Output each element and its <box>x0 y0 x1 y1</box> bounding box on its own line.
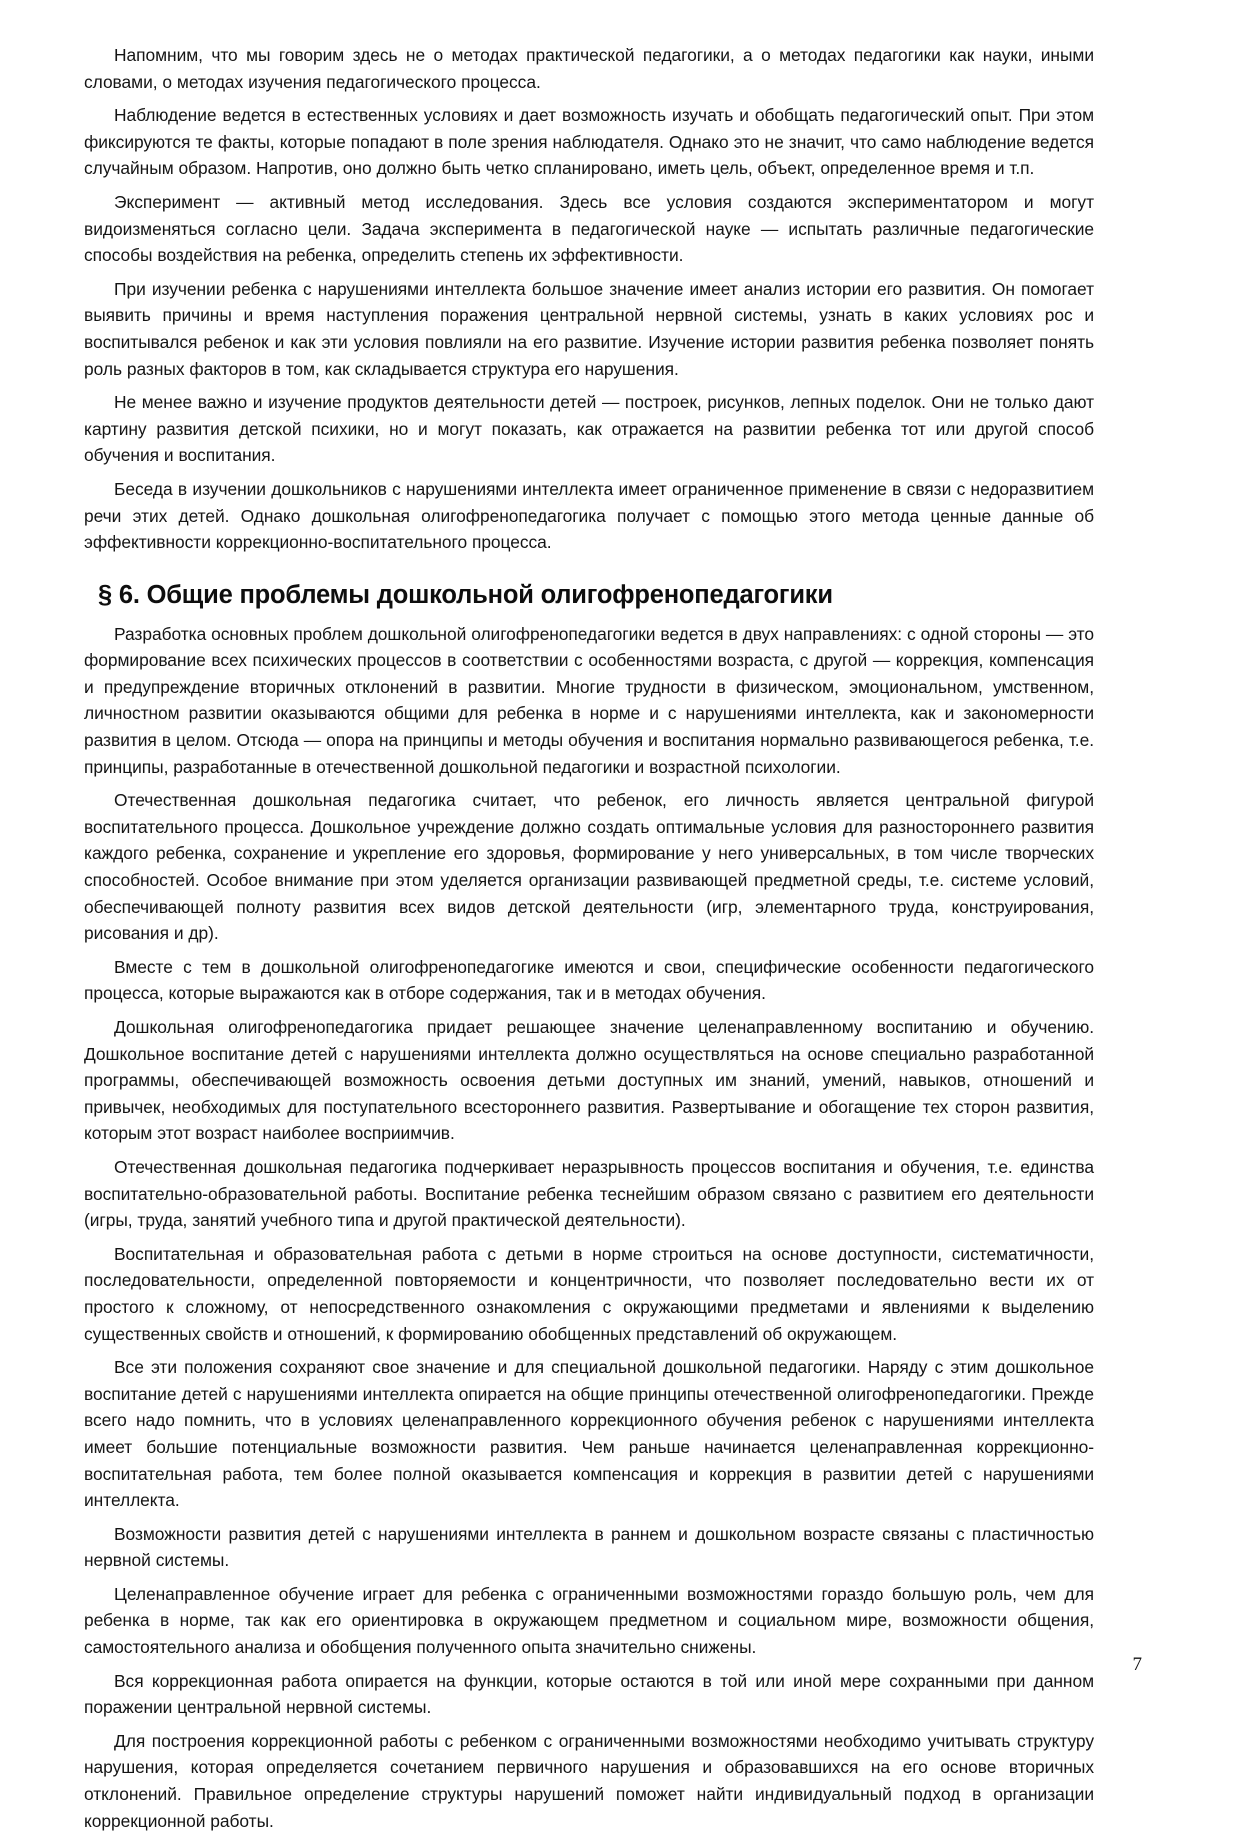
paragraph: Вместе с тем в дошкольной олигофренопедагогике имеются и свои, специфические особенности педагогического процесса, которые выражаются как в отборе содержания, так и в методах обучения. <box>84 956 1094 1004</box>
paragraph: Отечественная дошкольная педагогика считает, что ребенок, его личность является центральной фигурой воспитательного процесса. Дошкольное учреждение должно создать оптимальные условия для разностороннего развития каждого ребенка, сохранение и укрепление его здоровья, формирование у него универсальных, в том числе творческих способностей. Особое внимание при этом уделяется организации развивающей предметной среды, т.е. системе условий, обеспечивающей полноту развития всех видов детской деятельности (игр, элементарного труда, конструирования, рисования и др). <box>84 790 1094 944</box>
paragraph: Беседа в изучении дошкольников с нарушениями интеллекта имеет ограниченное применение в связи с недоразвитием речи этих детей. Однако дошкольная олигофренопедагогика получает с помощью этого метода ценные данные об эффективности коррекционно-воспитательного процесса. <box>84 478 1094 553</box>
page-number: 7 <box>1132 1654 1142 1675</box>
paragraph: Отечественная дошкольная педагогика подчеркивает неразрывность процессов воспитания и обучения, т.е. единства воспитательно-образовательной работы. Воспитание ребенка теснейшим образом связано с развитием его деятельности (игры, труда, занятий учебного типа и другой практической деятельности). <box>84 1156 1094 1231</box>
text-block-before-heading <box>84 42 1094 556</box>
paragraph: Эксперимент — активный метод исследования. Здесь все условия создаются экспериментатором и могут видоизменяться согласно цели. Задача эксперимента в педагогической науке — испытать различные педагогические способы воздействия на ребенка, определить степень их эффективности. <box>84 191 1094 266</box>
paragraph: Разработка основных проблем дошкольной олигофренопедагогики ведется в двух направлениях: с одной стороны — это формирование всех психических процессов в соответствии с особенностями возраста, с другой — коррекция, компенсация и предупреждение вторичных отклонений в развитии. Многие трудности в физическом, эмоциональном, умственном, личностном развитии оказываются общими для ребенка в норме и с нарушениями интеллекта, как и закономерности развития в целом. Отсюда — опора на принципы и методы обучения и воспитания нормально развивающегося ребенка, т.е. принципы, разработанные в отечественной дошкольной педагогики и возрастной психологии. <box>84 623 1094 777</box>
paragraph: При изучении ребенка с нарушениями интеллекта большое значение имеет анализ истории его развития. Он помогает выявить причины и время наступления поражения центральной нервной системы, узнать в каких условиях рос и воспитывался ребенок и как эти условия повлияли на его развитие. Изучение истории развития ребенка позволяет понять роль разных факторов в том, как складывается структура его нарушения. <box>84 278 1094 379</box>
paragraph: Для построения коррекционной работы с ребенком с ограниченными возможностями необходимо учитывать структуру нарушения, которая определяется сочетанием первичного нарушения и образовавшихся на его основе вторичных отклонений. Правильное определение структуры нарушений поможет найти индивидуальный подход в организации коррекционной работы. <box>84 1730 1094 1831</box>
page-content <box>84 42 1094 1834</box>
paragraph: Не менее важно и изучение продуктов деятельности детей — построек, рисунков, лепных поделок. Они не только дают картину развития детской психики, но и могут показать, как отражается на развитии ребенка тот или другой способ обучения и воспитания. <box>84 392 1094 466</box>
paragraph: Возможности развития детей с нарушениями интеллекта в раннем и дошкольном возрасте связаны с пластичностью нервной системы. <box>84 1523 1094 1571</box>
section-heading: § 6. Общие проблемы дошкольной олигофренопедагогики <box>98 580 833 609</box>
paragraph: Напомним, что мы говорим здесь не о методах практической педагогики, а о методах педагогики как науки, иными словами, о методах изучения педагогического процесса. <box>84 45 1094 92</box>
paragraph: Дошкольная олигофренопедагогика придает решающее значение целенаправленному воспитанию и обучению. Дошкольное воспитание детей с нарушениями интеллекта должно осуществляться на основе специально разработанной программы, обеспечивающей возможность освоения детьми доступных им знаний, умений, навыков, отношений и привычек, необходимых для поступательного всестороннего развития. Развертывание и обогащение тех сторон развития, которым этот возраст наиболее восприимчив. <box>84 1017 1094 1144</box>
paragraph: Наблюдение ведется в естественных условиях и дает возможность изучать и обобщать педагогический опыт. При этом фиксируются те факты, которые попадают в поле зрения наблюдателя. Однако это не значит, что само наблюдение ведется случайным образом. Напротив, оно должно быть четко спланировано, иметь цель, объект, определенное время и т.п. <box>84 105 1094 179</box>
paragraph: Все эти положения сохраняют свое значение и для специальной дошкольной педагогики. Наряду с этим дошкольное воспитание детей с нарушениями интеллекта опирается на общие принципы отечественной олигофренопедагогики. Прежде всего надо помнить, что в условиях целенаправленного коррекционного обучения ребенок с нарушениями интеллекта имеет большие потенциальные возможности развития. Чем раньше начинается целенаправленная коррекционно-воспитательная работа, тем более полной оказывается компенсация и коррекция в развитии детей с нарушениями интеллекта. <box>84 1357 1094 1511</box>
paragraph: Вся коррекционная работа опирается на функции, которые остаются в той или иной мере сохранными при данном поражении центральной нервной системы. <box>84 1670 1094 1718</box>
paragraph: Целенаправленное обучение играет для ребенка с ограниченными возможностями гораздо большую роль, чем для ребенка в норме, так как его ориентировка в окружающем предметном и социальном мире, возможности общения, самостоятельного анализа и обобщения полученного опыта значительно снижены. <box>84 1583 1094 1658</box>
paragraph: Воспитательная и образовательная работа с детьми в норме строиться на основе доступности, систематичности, последовательности, определенной повторяемости и концентричности, что позволяет последовательно вести их от простого к сложному, от непосредственного ознакомления с окружающими предметами и явлениями к выделению существенных свойств и отношений, к формированию обобщенных представлений об окружающем. <box>84 1243 1094 1344</box>
text-block-after-heading <box>84 621 1094 1834</box>
